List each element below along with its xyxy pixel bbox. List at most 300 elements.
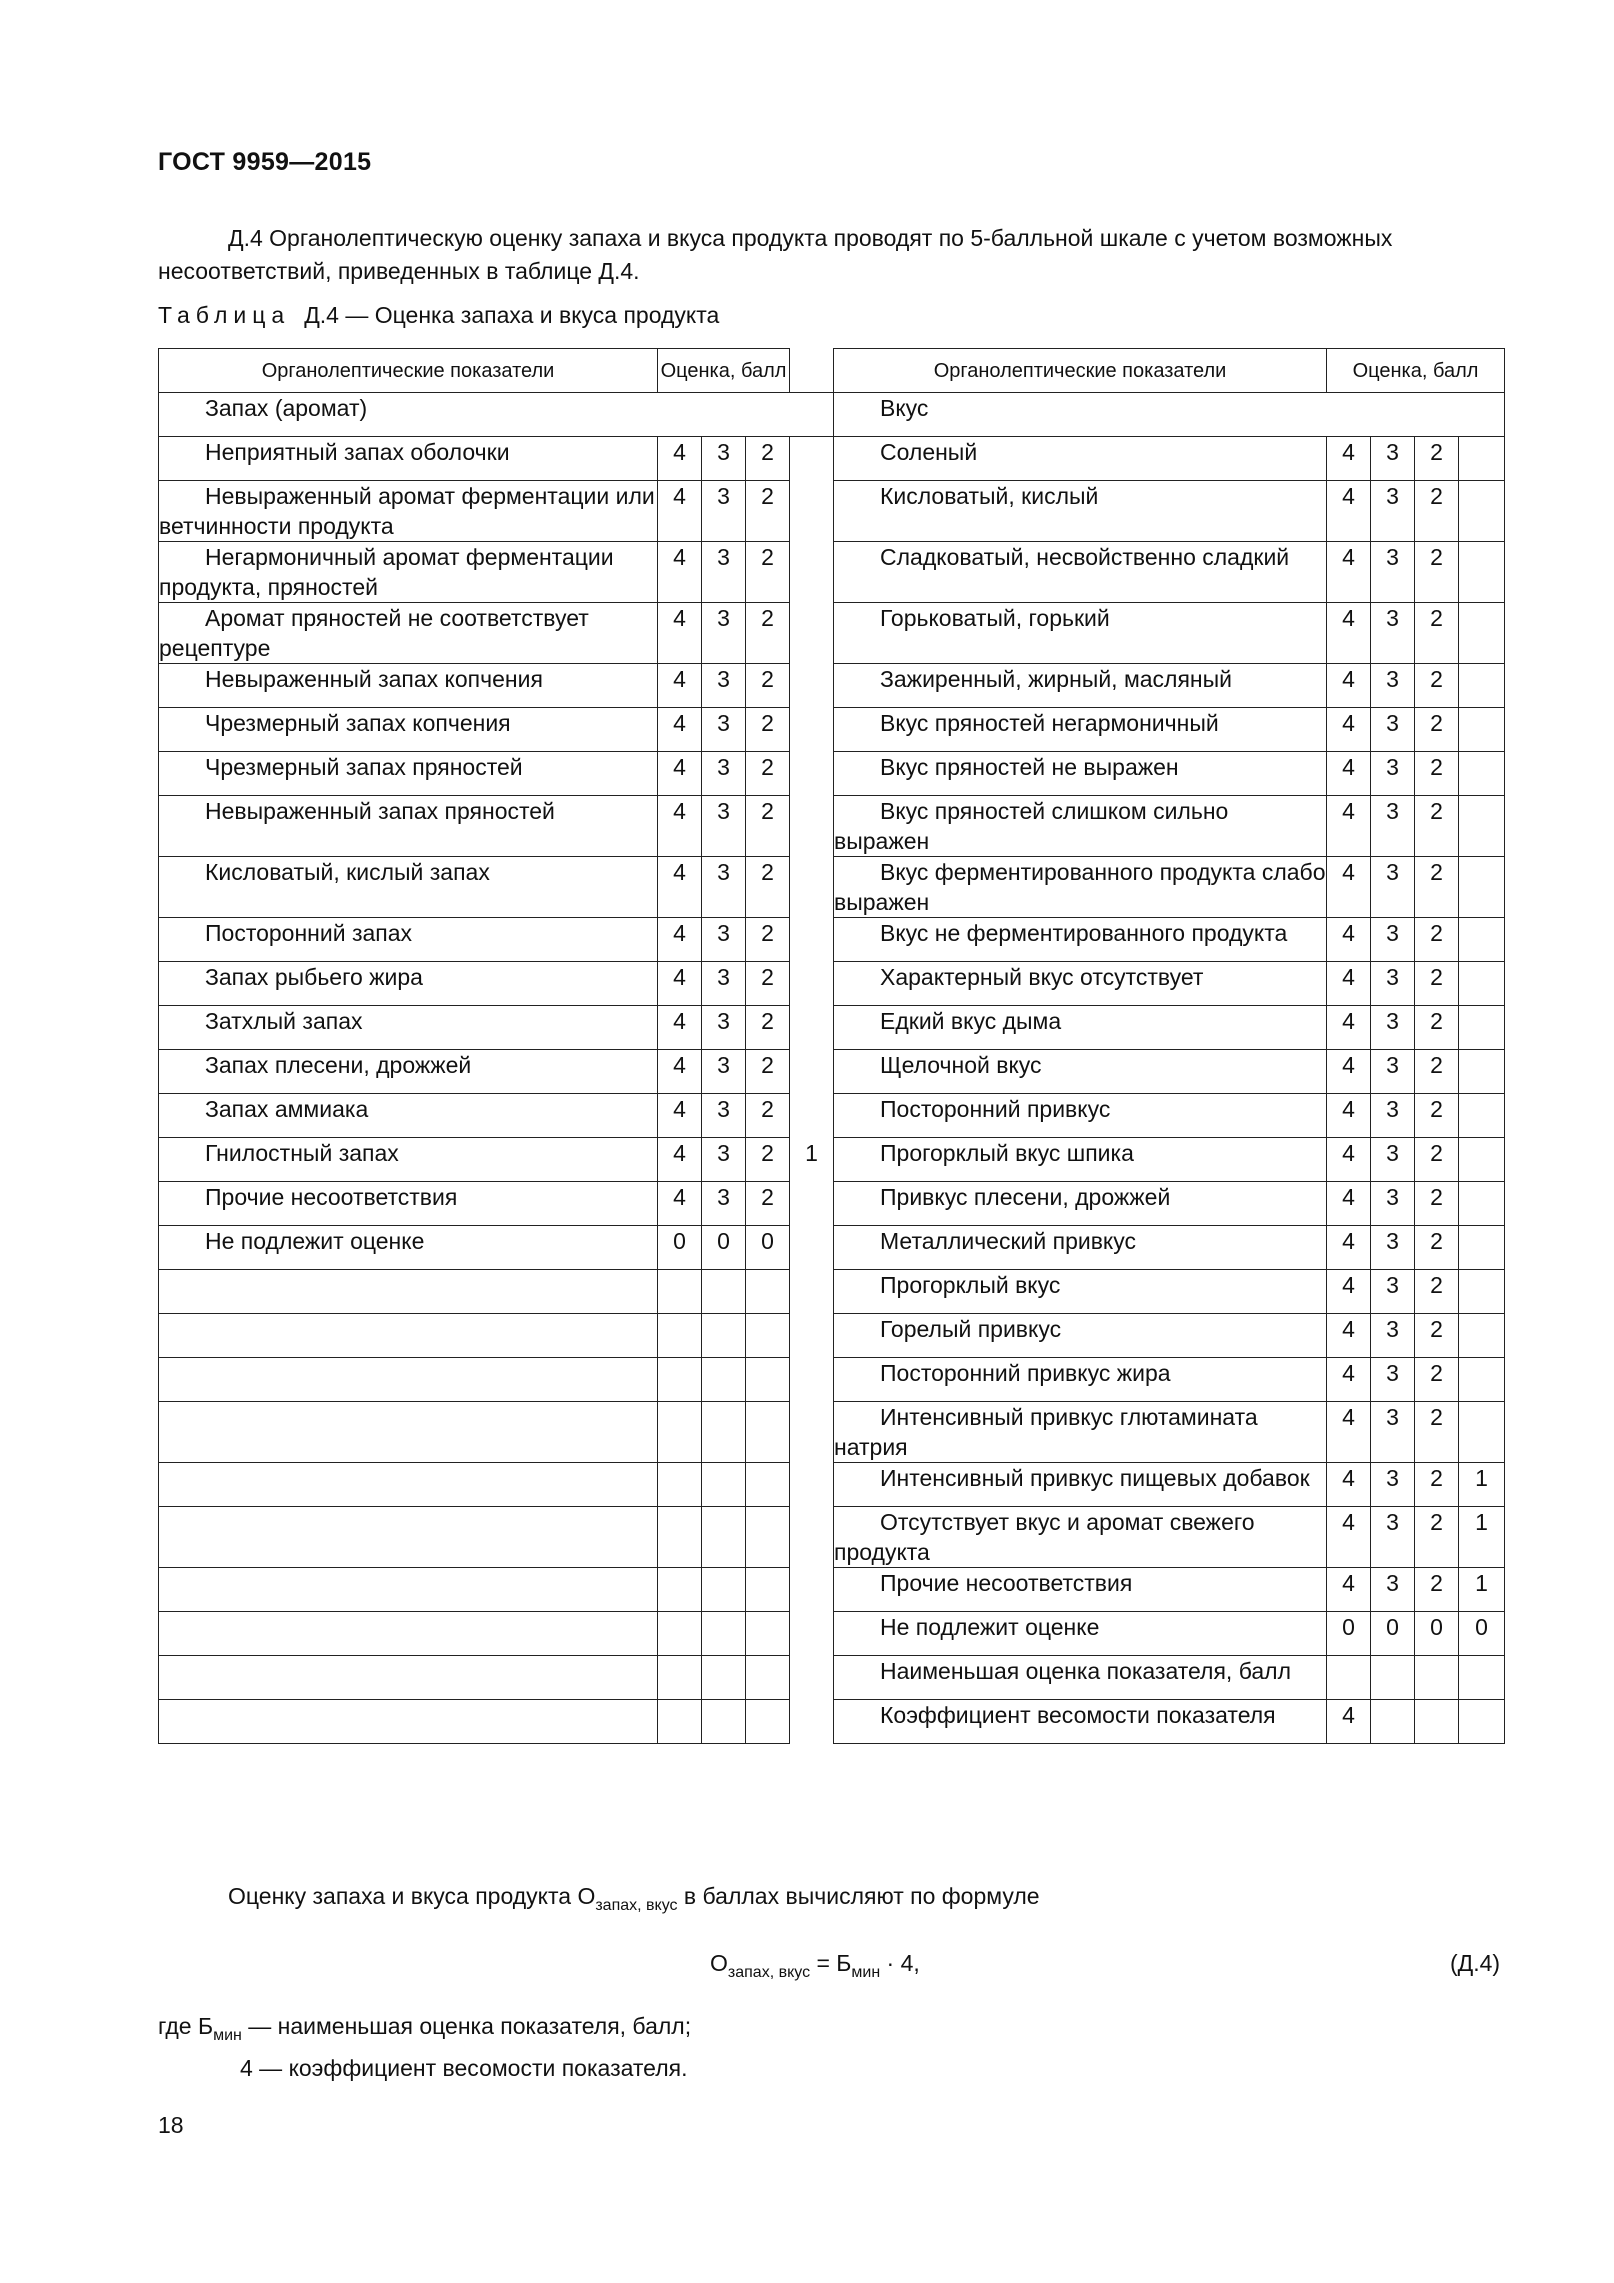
score-left: 4 (658, 1006, 702, 1050)
score-right: 2 (1415, 437, 1459, 481)
indicator-right-label: Коэффициент весомости показателя (880, 1702, 1276, 1728)
indicator-right-label: Едкий вкус дыма (880, 1008, 1062, 1034)
indicator-left (159, 1402, 658, 1463)
score-left: 2 (746, 918, 790, 962)
score-left: 3 (702, 1050, 746, 1094)
score-right: 4 (1327, 1182, 1371, 1226)
score-right: 2 (1415, 1402, 1459, 1463)
score-left (658, 1270, 702, 1314)
indicator-right-label: Зажиренный, жирный, масляный (880, 666, 1233, 692)
score-right: 4 (1327, 1402, 1371, 1463)
score-right: 3 (1371, 481, 1415, 542)
score-right (1459, 1270, 1505, 1314)
score-left (658, 1402, 702, 1463)
indicator-right (834, 437, 1327, 481)
score-left: 0 (658, 1226, 702, 1270)
indicator-right-label: Наименьшая оценка показателя, балл (880, 1658, 1291, 1684)
score-right: 3 (1371, 664, 1415, 708)
score-right: 3 (1371, 796, 1415, 857)
score-right (1415, 1656, 1459, 1700)
score-left: 0 (746, 1226, 790, 1270)
table-row (159, 708, 1505, 752)
indicator-right (834, 962, 1327, 1006)
score-left-extra (790, 962, 834, 1006)
score-left: 3 (702, 918, 746, 962)
indicator-right (834, 1358, 1327, 1402)
intro-text: Д.4 Органолептическую оценку запаха и вкуса продукта проводят по 5-балльной шкале с учетом возможных несоответствий, приведенных в таблице Д.4. (158, 225, 1393, 284)
score-left-extra (790, 1270, 834, 1314)
section-row (159, 393, 1505, 437)
score-left-extra (790, 1182, 834, 1226)
score-left-extra (790, 752, 834, 796)
score-left (702, 1612, 746, 1656)
score-right: 3 (1371, 1358, 1415, 1402)
indicator-right-label: Кисловатый, кислый (880, 483, 1099, 509)
score-left-extra (790, 1006, 834, 1050)
score-right: 0 (1327, 1612, 1371, 1656)
score-left: 4 (658, 437, 702, 481)
table-row (159, 962, 1505, 1006)
score-right: 2 (1415, 1314, 1459, 1358)
score-right (1459, 1226, 1505, 1270)
score-right: 3 (1371, 1568, 1415, 1612)
indicator-left (159, 481, 658, 542)
score-right: 4 (1327, 1050, 1371, 1094)
score-left: 4 (658, 1182, 702, 1226)
score-left: 3 (702, 437, 746, 481)
score-right (1459, 796, 1505, 857)
indicator-right (834, 1050, 1327, 1094)
score-right: 3 (1371, 603, 1415, 664)
indicator-right-label: Горьковатый, горький (880, 605, 1110, 631)
score-right: 1 (1459, 1568, 1505, 1612)
indicator-left-label: Невыраженный запах копчения (205, 666, 543, 692)
score-right: 3 (1371, 918, 1415, 962)
indicator-right-label: Отсутствует вкус и аромат свежего продукта (834, 1509, 1255, 1565)
indicator-left-label: Не подлежит оценке (205, 1228, 425, 1254)
indicator-left (159, 1006, 658, 1050)
indicator-right-label: Вкус ферментированного продукта слабо выражен (834, 859, 1326, 915)
table-row (159, 857, 1505, 918)
score-right: 3 (1371, 1463, 1415, 1507)
score-left: 3 (702, 1138, 746, 1182)
score-left (702, 1402, 746, 1463)
indicator-left-label: Аромат пряностей не соответствует рецептуре (159, 605, 589, 661)
score-right: 3 (1371, 708, 1415, 752)
score-right: 2 (1415, 1568, 1459, 1612)
indicator-right (834, 1094, 1327, 1138)
indicator-right (834, 1138, 1327, 1182)
section-smell-label: Запах (аромат) (205, 395, 368, 421)
score-left-extra (790, 857, 834, 918)
table-row (159, 1656, 1505, 1700)
score-left (746, 1656, 790, 1700)
score-right (1459, 1314, 1505, 1358)
score-right: 4 (1327, 1270, 1371, 1314)
where-block (158, 2010, 691, 2084)
indicator-left (159, 664, 658, 708)
score-left: 3 (702, 962, 746, 1006)
score-right (1459, 1050, 1505, 1094)
score-right: 4 (1327, 1138, 1371, 1182)
table-row (159, 437, 1505, 481)
score-right: 3 (1371, 437, 1415, 481)
score-left (702, 1700, 746, 1744)
score-left: 4 (658, 752, 702, 796)
score-right (1459, 918, 1505, 962)
score-left-extra (790, 1402, 834, 1463)
indicator-left (159, 1700, 658, 1744)
table-row (159, 1568, 1505, 1612)
score-right: 3 (1371, 1138, 1415, 1182)
score-left: 2 (746, 962, 790, 1006)
indicator-left (159, 796, 658, 857)
indicator-left (159, 603, 658, 664)
score-right (1459, 1656, 1505, 1700)
score-left (746, 1358, 790, 1402)
indicator-right (834, 857, 1327, 918)
table-row (159, 1182, 1505, 1226)
indicator-left (159, 1270, 658, 1314)
indicator-right (834, 1656, 1327, 1700)
score-left: 3 (702, 481, 746, 542)
indicator-left-label: Невыраженный запах пряностей (205, 798, 555, 824)
indicator-right-label: Вкус пряностей негармоничный (880, 710, 1219, 736)
score-left: 4 (658, 708, 702, 752)
table-row (159, 664, 1505, 708)
indicator-right (834, 1507, 1327, 1568)
score-left (658, 1507, 702, 1568)
intro-paragraph (158, 222, 1503, 288)
score-right: 4 (1327, 708, 1371, 752)
indicator-left (159, 1358, 658, 1402)
score-right: 1 (1459, 1463, 1505, 1507)
score-right: 2 (1415, 857, 1459, 918)
score-right: 4 (1327, 1226, 1371, 1270)
formula-rhs: · 4, (880, 1950, 920, 1976)
indicator-left-label: Негармоничный аромат ферментации продукта, пряностей (159, 544, 614, 600)
indicator-right-label: Прогорклый вкус шпика (880, 1140, 1134, 1166)
table-row (159, 1006, 1505, 1050)
table-row (159, 1612, 1505, 1656)
indicator-right (834, 1006, 1327, 1050)
indicator-right-label: Вкус не ферментированного продукта (880, 920, 1288, 946)
indicator-right (834, 542, 1327, 603)
score-right: 4 (1327, 1006, 1371, 1050)
score-right: 2 (1415, 1507, 1459, 1568)
score-right (1459, 752, 1505, 796)
score-right: 4 (1327, 664, 1371, 708)
indicator-right-label: Посторонний привкус (880, 1096, 1111, 1122)
score-right: 3 (1371, 1314, 1415, 1358)
score-left (746, 1700, 790, 1744)
formula-intro-text: Оценку запаха и вкуса продукта О (228, 1883, 596, 1909)
score-left: 2 (746, 752, 790, 796)
indicator-right (834, 752, 1327, 796)
indicator-right-label: Не подлежит оценке (880, 1614, 1100, 1640)
score-right (1327, 1656, 1371, 1700)
section-taste-label: Вкус (880, 395, 929, 421)
score-left: 2 (746, 1094, 790, 1138)
indicator-right-label: Сладковатый, несвойственно сладкий (880, 544, 1290, 570)
section-taste (834, 393, 1505, 437)
score-right (1459, 542, 1505, 603)
score-left (658, 1463, 702, 1507)
score-left-extra (790, 603, 834, 664)
score-left (746, 1463, 790, 1507)
score-right (1415, 1700, 1459, 1744)
score-left-extra (790, 664, 834, 708)
score-right (1459, 708, 1505, 752)
score-left: 4 (658, 796, 702, 857)
score-left: 2 (746, 796, 790, 857)
score-left (746, 1314, 790, 1358)
column-gap (790, 349, 834, 393)
score-left-extra (790, 1507, 834, 1568)
table-row (159, 796, 1505, 857)
indicator-right-label: Интенсивный привкус глютамината натрия (834, 1404, 1258, 1460)
formula-number: (Д.4) (1450, 1950, 1501, 1976)
indicator-left-label: Неприятный запах оболочки (205, 439, 510, 465)
score-left: 3 (702, 796, 746, 857)
table-row (159, 752, 1505, 796)
formula (710, 1950, 920, 1982)
score-left: 4 (658, 1050, 702, 1094)
indicator-left-label: Гнилостный запах (205, 1140, 399, 1166)
indicator-right (834, 1568, 1327, 1612)
indicator-left-label: Кисловатый, кислый запах (205, 859, 490, 885)
indicator-left (159, 1463, 658, 1507)
indicator-right (834, 1182, 1327, 1226)
table-row (159, 1402, 1505, 1463)
score-right: 4 (1327, 1314, 1371, 1358)
score-right (1459, 603, 1505, 664)
indicator-right (834, 1612, 1327, 1656)
page-number: 18 (158, 2112, 184, 2138)
score-left: 4 (658, 664, 702, 708)
score-right: 0 (1459, 1612, 1505, 1656)
indicator-right (834, 1314, 1327, 1358)
score-left (746, 1402, 790, 1463)
score-right: 2 (1415, 1006, 1459, 1050)
score-left: 2 (746, 708, 790, 752)
score-right: 2 (1415, 1226, 1459, 1270)
score-right (1459, 1402, 1505, 1463)
score-right: 2 (1415, 664, 1459, 708)
score-right (1459, 664, 1505, 708)
score-right: 3 (1371, 1182, 1415, 1226)
table-row (159, 1700, 1505, 1744)
score-left: 2 (746, 603, 790, 664)
score-right: 1 (1459, 1507, 1505, 1568)
score-right: 2 (1415, 481, 1459, 542)
table-row (159, 1358, 1505, 1402)
score-right: 4 (1327, 603, 1371, 664)
table-row (159, 918, 1505, 962)
score-right: 2 (1415, 542, 1459, 603)
score-right: 0 (1371, 1612, 1415, 1656)
indicator-left (159, 1138, 658, 1182)
score-left: 3 (702, 603, 746, 664)
score-left: 4 (658, 1138, 702, 1182)
formula-intro-tail: в баллах вычисляют по формуле (677, 1883, 1040, 1909)
indicator-left-label: Посторонний запах (205, 920, 413, 946)
score-left-extra: 1 (790, 1138, 834, 1182)
score-right (1459, 1094, 1505, 1138)
score-left: 2 (746, 857, 790, 918)
indicator-right (834, 796, 1327, 857)
score-right: 3 (1371, 1402, 1415, 1463)
score-left: 4 (658, 481, 702, 542)
score-right: 2 (1415, 1463, 1459, 1507)
indicator-left (159, 1226, 658, 1270)
table-caption (158, 302, 719, 329)
score-left (658, 1700, 702, 1744)
indicator-right-label: Вкус пряностей слишком сильно выражен (834, 798, 1229, 854)
score-right: 2 (1415, 962, 1459, 1006)
score-right (1459, 1006, 1505, 1050)
score-left (746, 1270, 790, 1314)
where-line-2: 4 — коэффициент весомости показателя. (240, 2055, 688, 2081)
score-left: 4 (658, 603, 702, 664)
score-left-extra (790, 1463, 834, 1507)
score-left (658, 1656, 702, 1700)
indicator-right (834, 708, 1327, 752)
table-row (159, 1507, 1505, 1568)
score-right: 3 (1371, 1050, 1415, 1094)
score-left (702, 1463, 746, 1507)
score-right: 4 (1327, 437, 1371, 481)
indicator-left-label: Прочие несоответствия (205, 1184, 458, 1210)
formula-mid-subscript: мин (851, 1964, 881, 1981)
score-left: 2 (746, 437, 790, 481)
score-right (1459, 481, 1505, 542)
score-left: 4 (658, 918, 702, 962)
table-row (159, 1138, 1505, 1182)
indicator-right-label: Привкус плесени, дрожжей (880, 1184, 1171, 1210)
score-right (1459, 857, 1505, 918)
score-left-extra (790, 1700, 834, 1744)
score-left-extra (790, 708, 834, 752)
score-right: 4 (1327, 1094, 1371, 1138)
formula-intro (228, 1883, 1040, 1915)
indicator-right-label: Металлический привкус (880, 1228, 1136, 1254)
col-header-right-indicator: Органолептические показатели (834, 349, 1327, 393)
table-row (159, 1463, 1505, 1507)
score-right: 4 (1327, 857, 1371, 918)
score-left: 4 (658, 857, 702, 918)
score-left-extra (790, 1612, 834, 1656)
indicator-left-label: Затхлый запах (205, 1008, 363, 1034)
score-left-extra (790, 437, 834, 481)
score-left: 3 (702, 857, 746, 918)
score-right: 2 (1415, 1182, 1459, 1226)
score-left-extra (790, 1314, 834, 1358)
section-smell (159, 393, 834, 437)
indicator-right (834, 664, 1327, 708)
indicator-right-label: Горелый привкус (880, 1316, 1062, 1342)
score-left-extra (790, 1358, 834, 1402)
score-left (702, 1568, 746, 1612)
score-left: 3 (702, 752, 746, 796)
indicator-right-label: Вкус пряностей не выражен (880, 754, 1179, 780)
score-right: 4 (1327, 481, 1371, 542)
score-right: 2 (1415, 708, 1459, 752)
score-left-extra (790, 796, 834, 857)
table-body (159, 393, 1505, 1744)
indicator-right-label: Прочие несоответствия (880, 1570, 1133, 1596)
indicator-right-label: Интенсивный привкус пищевых добавок (880, 1465, 1310, 1491)
indicator-right (834, 1700, 1327, 1744)
score-right: 3 (1371, 542, 1415, 603)
score-right: 4 (1327, 918, 1371, 962)
indicator-left-label: Запах аммиака (205, 1096, 369, 1122)
score-right: 3 (1371, 1507, 1415, 1568)
score-right: 3 (1371, 1094, 1415, 1138)
indicator-left (159, 962, 658, 1006)
score-left-extra (790, 1568, 834, 1612)
col-header-right-score: Оценка, балл (1327, 349, 1505, 393)
score-right: 2 (1415, 752, 1459, 796)
score-right: 3 (1371, 1006, 1415, 1050)
score-left-extra (790, 1226, 834, 1270)
score-left: 4 (658, 1094, 702, 1138)
indicator-right-label: Посторонний привкус жира (880, 1360, 1171, 1386)
indicator-left (159, 1507, 658, 1568)
table-caption-title: Д.4 — Оценка запаха и вкуса продукта (304, 302, 720, 328)
score-left (702, 1656, 746, 1700)
indicator-left (159, 1050, 658, 1094)
score-right (1371, 1656, 1415, 1700)
score-left (658, 1314, 702, 1358)
indicator-left-label: Чрезмерный запах копчения (205, 710, 511, 736)
score-right: 3 (1371, 752, 1415, 796)
indicator-right (834, 1270, 1327, 1314)
score-left: 0 (702, 1226, 746, 1270)
score-right: 4 (1327, 796, 1371, 857)
score-right: 4 (1327, 962, 1371, 1006)
score-right: 3 (1371, 962, 1415, 1006)
indicator-left (159, 918, 658, 962)
score-left-extra (790, 1050, 834, 1094)
score-right: 4 (1327, 1700, 1371, 1744)
indicator-left (159, 542, 658, 603)
score-left: 3 (702, 1182, 746, 1226)
score-right: 4 (1327, 542, 1371, 603)
score-right (1459, 437, 1505, 481)
indicator-right-label: Щелочной вкус (880, 1052, 1042, 1078)
score-left (702, 1314, 746, 1358)
score-left: 2 (746, 1138, 790, 1182)
document-id: ГОСТ 9959—2015 (158, 148, 372, 176)
score-right: 2 (1415, 1270, 1459, 1314)
indicator-right (834, 1226, 1327, 1270)
col-header-left-indicator: Органолептические показатели (159, 349, 658, 393)
where-prefix: где Б (158, 2013, 214, 2039)
indicator-left (159, 752, 658, 796)
score-left: 2 (746, 1050, 790, 1094)
score-left (746, 1612, 790, 1656)
score-left: 3 (702, 1006, 746, 1050)
score-left (658, 1358, 702, 1402)
indicator-left-label: Невыраженный аромат ферментации или ветчинности продукта (159, 483, 655, 539)
score-right: 3 (1371, 1226, 1415, 1270)
score-left-extra (790, 481, 834, 542)
indicator-right (834, 1463, 1327, 1507)
score-right: 2 (1415, 1358, 1459, 1402)
score-right: 4 (1327, 1568, 1371, 1612)
score-right: 4 (1327, 1463, 1371, 1507)
